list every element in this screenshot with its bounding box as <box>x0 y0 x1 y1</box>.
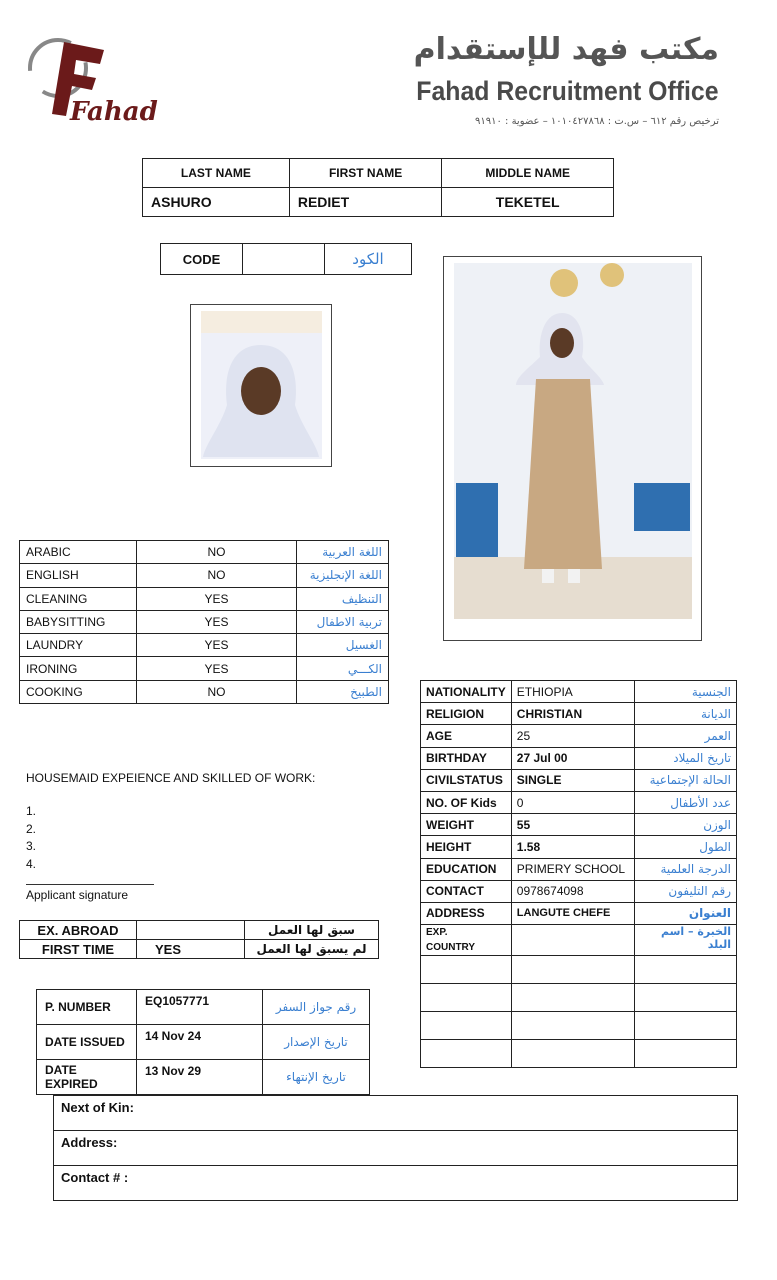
info-label-ar: الوزن <box>634 814 736 836</box>
info-label-ar: تاريخ الميلاد <box>634 747 736 769</box>
info-value: 1.58 <box>511 836 634 858</box>
next-of-kin-label: Next of Kin: <box>54 1096 738 1131</box>
info-label-ar: الطول <box>634 836 736 858</box>
last-name-value: ASHURO <box>143 188 290 217</box>
exp-country-label-ar: الخبرة – اسم البلد <box>634 925 736 956</box>
last-name-header: LAST NAME <box>143 159 290 188</box>
code-label: CODE <box>161 244 243 275</box>
skill-label-ar: الكـــي <box>297 657 389 680</box>
list-item: 2. <box>26 821 37 836</box>
portrait-photo <box>190 304 332 467</box>
signature-line <box>26 884 154 885</box>
skill-label: CLEANING <box>20 587 137 610</box>
info-label: CIVILSTATUS <box>421 769 512 791</box>
info-label: ADDRESS <box>421 902 512 924</box>
skill-label: ENGLISH <box>20 564 137 587</box>
next-of-kin-table <box>53 1095 738 1201</box>
first-time-label: FIRST TIME <box>20 940 137 959</box>
date-issued-label: DATE ISSUED <box>37 1025 137 1060</box>
skill-label: IRONING <box>20 657 137 680</box>
table-row <box>37 1025 370 1060</box>
skill-label-ar: الطبيخ <box>297 680 389 703</box>
code-table <box>160 243 412 275</box>
table-row <box>37 990 370 1025</box>
skills-table <box>19 540 389 704</box>
office-name-english: Fahad Recruitment Office <box>416 76 719 106</box>
table-row <box>421 703 737 725</box>
info-label: NO. OF Kids <box>421 791 512 813</box>
table-row <box>421 925 737 956</box>
table-row <box>421 880 737 902</box>
info-value: PRIMERY SCHOOL <box>511 858 634 880</box>
table-row <box>37 1060 370 1095</box>
table-row <box>54 1096 738 1131</box>
info-label-ar: رقم التليفون <box>634 880 736 902</box>
kin-address-label: Address: <box>54 1131 738 1166</box>
table-row <box>20 610 389 633</box>
office-name-arabic: مكتب فهد للإستقدام <box>413 32 719 67</box>
passport-number-label-ar: رقم جواز السفر <box>263 990 370 1025</box>
skill-value: YES <box>137 657 297 680</box>
table-row <box>20 921 379 940</box>
skill-value: NO <box>137 564 297 587</box>
info-label: WEIGHT <box>421 814 512 836</box>
info-label: HEIGHT <box>421 836 512 858</box>
info-label-ar: العنوان <box>634 902 736 924</box>
info-value: CHRISTIAN <box>511 703 634 725</box>
table-row <box>421 747 737 769</box>
info-value: 55 <box>511 814 634 836</box>
list-item: 4. <box>26 856 37 871</box>
skill-value: NO <box>137 680 297 703</box>
logo-text: Fahad <box>70 97 158 127</box>
table-row <box>20 940 379 959</box>
names-table <box>142 158 614 217</box>
personal-info-table <box>420 680 737 1068</box>
table-row <box>20 634 389 657</box>
table-row <box>421 984 737 1012</box>
table-row <box>421 956 737 984</box>
passport-table <box>36 989 370 1095</box>
info-label-ar: الجنسية <box>634 681 736 703</box>
info-label-ar: الحالة الإجتماعية <box>634 769 736 791</box>
license-line: ترخيص رقم ٦١٢ – س.ت : ١٠١٠٤٢٧٨٦٨ – عضوية : ٩١٩١٠ <box>474 116 719 127</box>
table-row <box>54 1166 738 1201</box>
info-label-ar: الدرجة العلمية <box>634 858 736 880</box>
exp-country-value <box>511 925 634 956</box>
skill-label-ar: اللغة العربية <box>297 541 389 564</box>
list-item: 1. <box>26 804 37 818</box>
info-label: NATIONALITY <box>421 681 512 703</box>
company-logo <box>26 30 158 130</box>
skill-value: NO <box>137 541 297 564</box>
ex-abroad-value <box>137 921 245 940</box>
table-row <box>421 902 737 924</box>
table-row <box>421 814 737 836</box>
info-value: SINGLE <box>511 769 634 791</box>
table-row <box>421 725 737 747</box>
passport-number-label: P. NUMBER <box>37 990 137 1025</box>
list-item: 3. <box>26 839 37 853</box>
table-row <box>421 1040 737 1068</box>
skill-value: YES <box>137 634 297 657</box>
full-body-photo <box>443 256 702 641</box>
info-value: 27 Jul 00 <box>511 747 634 769</box>
table-row <box>421 1012 737 1040</box>
kin-contact-label: Contact # : <box>54 1166 738 1201</box>
skill-label: COOKING <box>20 680 137 703</box>
date-expired-value: 13 Nov 29 <box>137 1060 263 1095</box>
skill-label-ar: اللغة الإنجليزية <box>297 564 389 587</box>
date-issued-label-ar: تاريخ الإصدار <box>263 1025 370 1060</box>
info-value: 25 <box>511 725 634 747</box>
skill-label: ARABIC <box>20 541 137 564</box>
skill-label: BABYSITTING <box>20 610 137 633</box>
info-label: BIRTHDAY <box>421 747 512 769</box>
ex-abroad-label-ar: سبق لها العمل <box>245 921 379 940</box>
info-label-ar: العمر <box>634 725 736 747</box>
first-name-value: REDIET <box>289 188 442 217</box>
table-row <box>20 564 389 587</box>
info-value: ETHIOPIA <box>511 681 634 703</box>
country-label: COUNTRY <box>426 942 476 954</box>
info-label: AGE <box>421 725 512 747</box>
table-row <box>421 769 737 791</box>
info-value: 0 <box>511 791 634 813</box>
table-row <box>421 836 737 858</box>
first-name-header: FIRST NAME <box>289 159 442 188</box>
date-expired-label: DATE EXPIRED <box>37 1060 137 1095</box>
date-expired-label-ar: تاريخ الإنتهاء <box>263 1060 370 1095</box>
exp-label: EXP. <box>426 927 448 939</box>
skill-label-ar: الغسيل <box>297 634 389 657</box>
passport-number-value: EQ1057771 <box>137 990 263 1025</box>
table-row <box>20 587 389 610</box>
code-label-ar: الكود <box>325 244 412 275</box>
ex-abroad-label: EX. ABROAD <box>20 921 137 940</box>
abroad-table <box>19 920 379 959</box>
info-label: RELIGION <box>421 703 512 725</box>
table-row <box>421 681 737 703</box>
skill-value: YES <box>137 610 297 633</box>
code-value <box>243 244 325 275</box>
skill-label: LAUNDRY <box>20 634 137 657</box>
middle-name-value: TEKETEL <box>442 188 614 217</box>
exp-country-label <box>421 925 512 956</box>
date-issued-value: 14 Nov 24 <box>137 1025 263 1060</box>
info-label: CONTACT <box>421 880 512 902</box>
table-row <box>54 1131 738 1166</box>
info-label: EDUCATION <box>421 858 512 880</box>
experience-title: HOUSEMAID EXPEIENCE AND SKILLED OF WORK: <box>26 771 316 785</box>
signature-label: Applicant signature <box>26 888 129 902</box>
table-row <box>421 791 737 813</box>
info-value: LANGUTE CHEFE <box>511 902 634 924</box>
skill-label-ar: تربية الاطفال <box>297 610 389 633</box>
table-row <box>421 858 737 880</box>
info-label-ar: عدد الأطفال <box>634 791 736 813</box>
info-value: 0978674098 <box>511 880 634 902</box>
first-time-value: YES <box>137 940 245 959</box>
table-row <box>20 680 389 703</box>
middle-name-header: MIDDLE NAME <box>442 159 614 188</box>
experience-list <box>26 803 36 873</box>
skill-label-ar: التنظيف <box>297 587 389 610</box>
skill-value: YES <box>137 587 297 610</box>
first-time-label-ar: لم يسبق لها العمل <box>245 940 379 959</box>
table-row <box>20 541 389 564</box>
info-label-ar: الديانة <box>634 703 736 725</box>
table-row <box>20 657 389 680</box>
